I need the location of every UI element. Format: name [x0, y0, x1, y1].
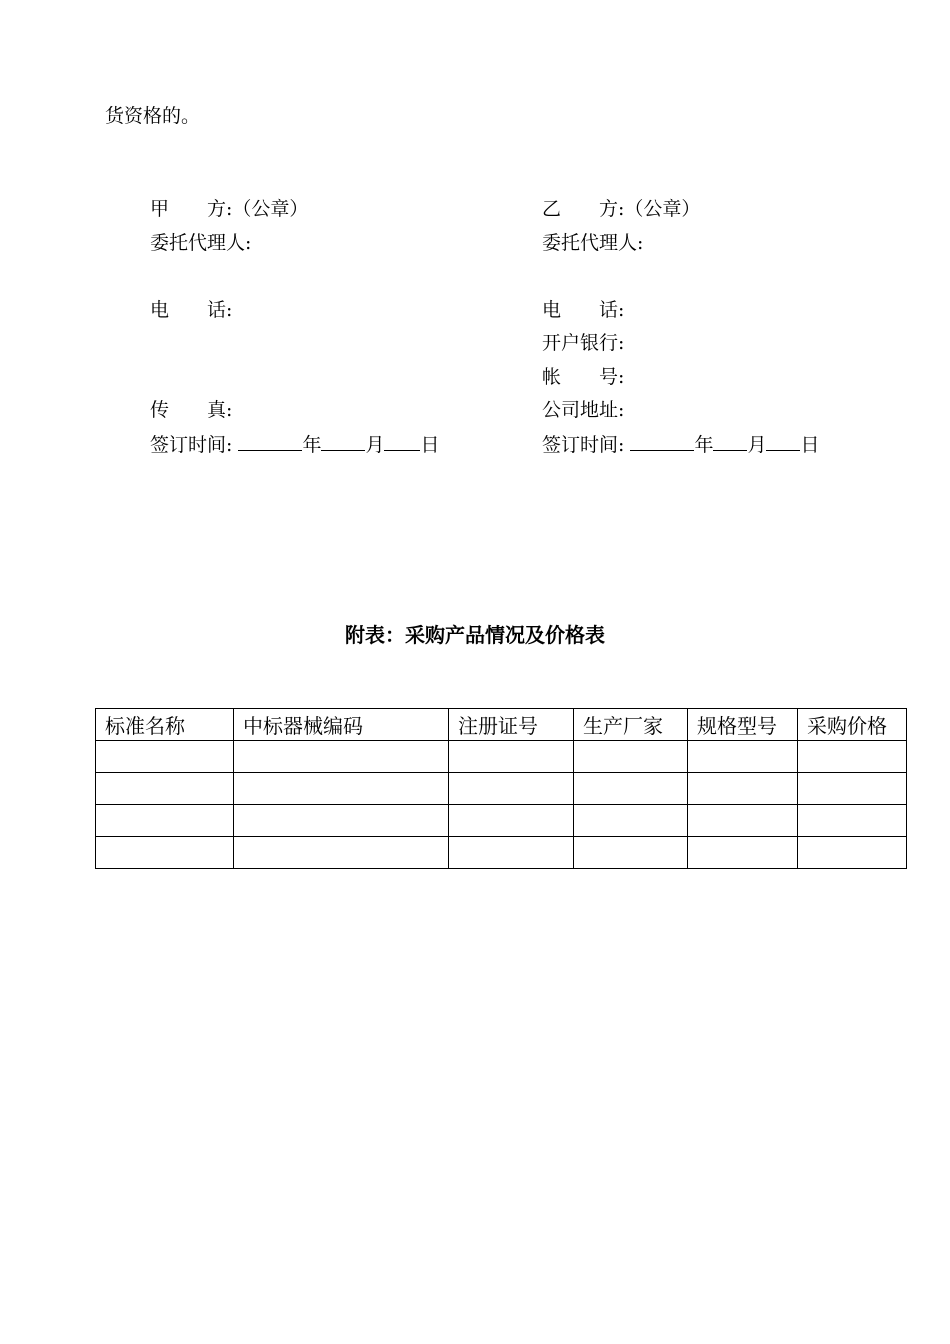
table-cell[interactable] [96, 805, 234, 837]
table-row [96, 805, 907, 837]
col-registration-no: 注册证号 [449, 709, 574, 741]
party-a-sign-date [150, 432, 440, 457]
party-b-address: 公司地址: [542, 399, 625, 421]
table-cell[interactable] [574, 837, 688, 869]
table-cell[interactable] [798, 805, 907, 837]
table-row [96, 773, 907, 805]
col-purchase-price: 采购价格 [798, 709, 907, 741]
party-a-seal: （公章） [232, 198, 309, 220]
table-cell[interactable] [234, 837, 449, 869]
party-a-phone: 电 话: [150, 299, 233, 321]
table-cell[interactable] [574, 805, 688, 837]
party-a-agent: 委托代理人: [150, 232, 252, 254]
table-cell[interactable] [798, 837, 907, 869]
table-cell[interactable] [234, 773, 449, 805]
party-a-year: 年 [302, 434, 322, 456]
party-b-seal: （公章） [624, 198, 701, 220]
table-cell[interactable] [96, 773, 234, 805]
table-cell[interactable] [688, 773, 798, 805]
party-b-header [542, 197, 700, 221]
party-a-label: 甲 方: [150, 198, 233, 220]
table-cell[interactable] [688, 837, 798, 869]
table-row [96, 741, 907, 773]
party-b-sign-label: 签订时间: [542, 434, 625, 456]
party-b-day: 日 [800, 434, 820, 456]
col-device-code: 中标器械编码 [234, 709, 449, 741]
table-cell[interactable] [574, 773, 688, 805]
table-cell[interactable] [798, 773, 907, 805]
price-table [95, 708, 907, 869]
party-b-label: 乙 方: [542, 198, 625, 220]
table-cell[interactable] [96, 837, 234, 869]
party-b-month-blank[interactable] [713, 432, 747, 451]
party-b-month: 月 [747, 434, 767, 456]
party-b-account: 帐 号: [542, 366, 625, 388]
party-a-month-blank[interactable] [321, 432, 365, 451]
table-cell[interactable] [574, 741, 688, 773]
party-a-header [150, 197, 308, 221]
table-cell[interactable] [449, 773, 574, 805]
appendix-title: 附表：采购产品情况及价格表 [345, 623, 605, 647]
table-cell[interactable] [234, 741, 449, 773]
party-b-day-blank[interactable] [766, 432, 800, 451]
table-header-row [96, 709, 907, 741]
table-cell[interactable] [449, 805, 574, 837]
party-a-fax: 传 真: [150, 399, 233, 421]
party-a-month: 月 [365, 434, 385, 456]
table-cell[interactable] [96, 741, 234, 773]
table-cell[interactable] [798, 741, 907, 773]
party-a-year-blank[interactable] [238, 432, 302, 451]
col-manufacturer: 生产厂家 [574, 709, 688, 741]
party-b-year: 年 [694, 434, 714, 456]
party-a-day-blank[interactable] [384, 432, 420, 451]
table-cell[interactable] [234, 805, 449, 837]
table-cell[interactable] [688, 805, 798, 837]
party-b-phone: 电 话: [542, 299, 625, 321]
table-cell[interactable] [449, 741, 574, 773]
table-cell[interactable] [449, 837, 574, 869]
party-b-sign-date [542, 432, 820, 457]
intro-tail-text: 货资格的。 [105, 105, 201, 127]
col-standard-name: 标准名称 [96, 709, 234, 741]
party-b-year-blank[interactable] [630, 432, 694, 451]
party-b-bank: 开户银行: [542, 332, 625, 354]
party-a-sign-label: 签订时间: [150, 434, 233, 456]
table-cell[interactable] [688, 741, 798, 773]
party-a-day: 日 [420, 434, 440, 456]
party-b-agent: 委托代理人: [542, 232, 644, 254]
table-row [96, 837, 907, 869]
col-spec-model: 规格型号 [688, 709, 798, 741]
